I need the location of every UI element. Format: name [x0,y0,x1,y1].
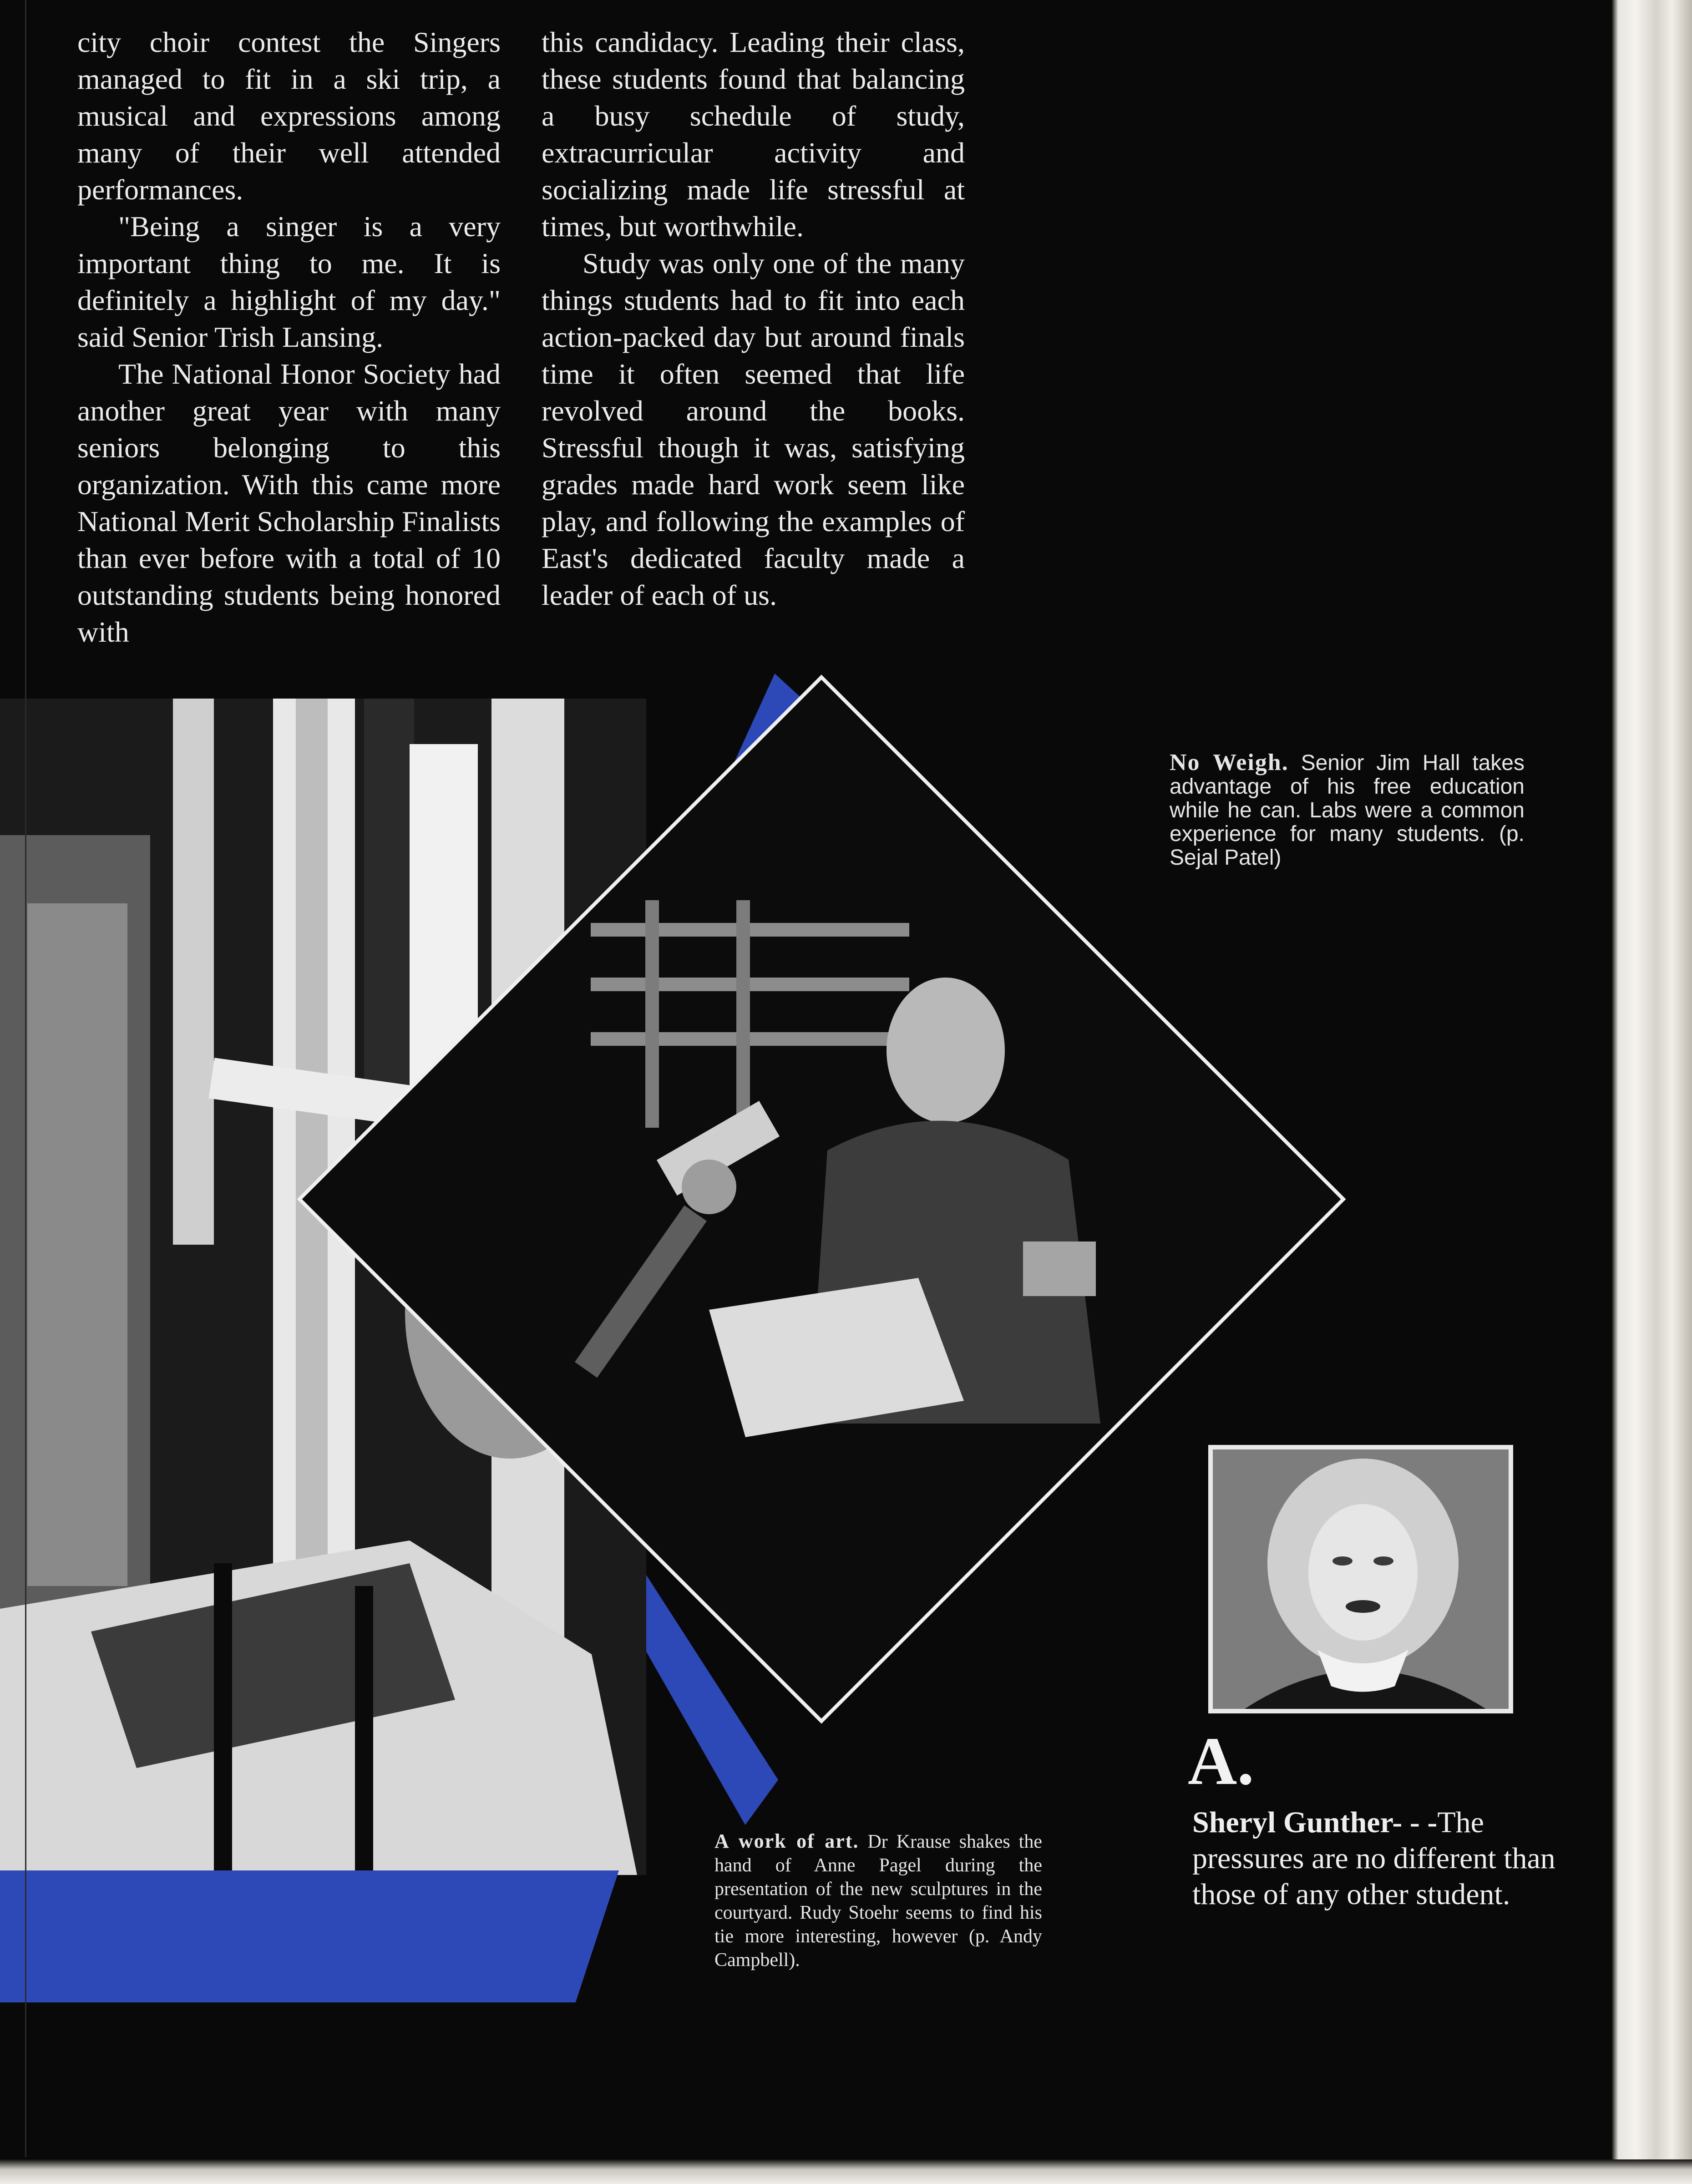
portrait-photo-image [1213,1449,1509,1709]
caption-title: No Weigh. [1170,750,1289,775]
portrait-photo [1208,1445,1513,1713]
body-paragraph: "Being a singer is a very important thing to me. It is definitely a highlight of my day." said Senior Trish Lansing. [77,210,501,353]
quote-name: Sheryl Gunther- [1192,1806,1403,1839]
body-column-right [542,24,965,613]
caption-title: A work of art. [714,1830,859,1852]
caption-no-weigh [1170,751,1525,870]
caption-text: Senior Jim Hall takes advantage of his free education while he can. Labs were a common experience for many students. (p. Sejal Patel) [1170,751,1525,870]
spine-line [25,0,26,2157]
quote-letter: A. [1188,1723,1254,1799]
caption-work-of-art [714,1829,1042,1972]
quote-text: The pressures are no different than those of any other student. [1192,1806,1555,1911]
quote-dashes: - - [1402,1806,1438,1839]
caption-text: Dr Krause shakes the hand of Anne Pagel during the presentation of the new sculptures in the courtyard. Rudy Stoehr seems to find his tie more interesting, however (p. Andy Campbell). [714,1831,1042,1971]
bottom-edge [0,2159,1692,2184]
page-edge [1612,0,1692,2184]
body-paragraph: this candidacy. Leading their class, these students found that balancing a busy schedule of study, extracurricular activity and socializing made life stressful at times, but worthwhile. [542,26,965,243]
body-paragraph: Study was only one of the many things students had to fit into each action-packed day but around finals time it often seemed that life revolved around the books. Stressful though it was, satisfying grades made hard work seem like play, and following the examples of East's dedicated faculty made a leader of each of us. [542,247,965,611]
body-paragraph: city choir contest the Singers managed to fit in a ski trip, a musical and expressions among many of their well attended performances. [77,26,501,206]
quote-block [1192,1804,1565,1912]
body-column-left [77,24,501,650]
body-paragraph: The National Honor Society had another great year with many seniors belonging to this organization. With this came more National Merit Scholarship Finalists than ever before with a total of 10 outstanding students being honored with [77,358,501,648]
blue-accent-bar [0,1870,619,2002]
